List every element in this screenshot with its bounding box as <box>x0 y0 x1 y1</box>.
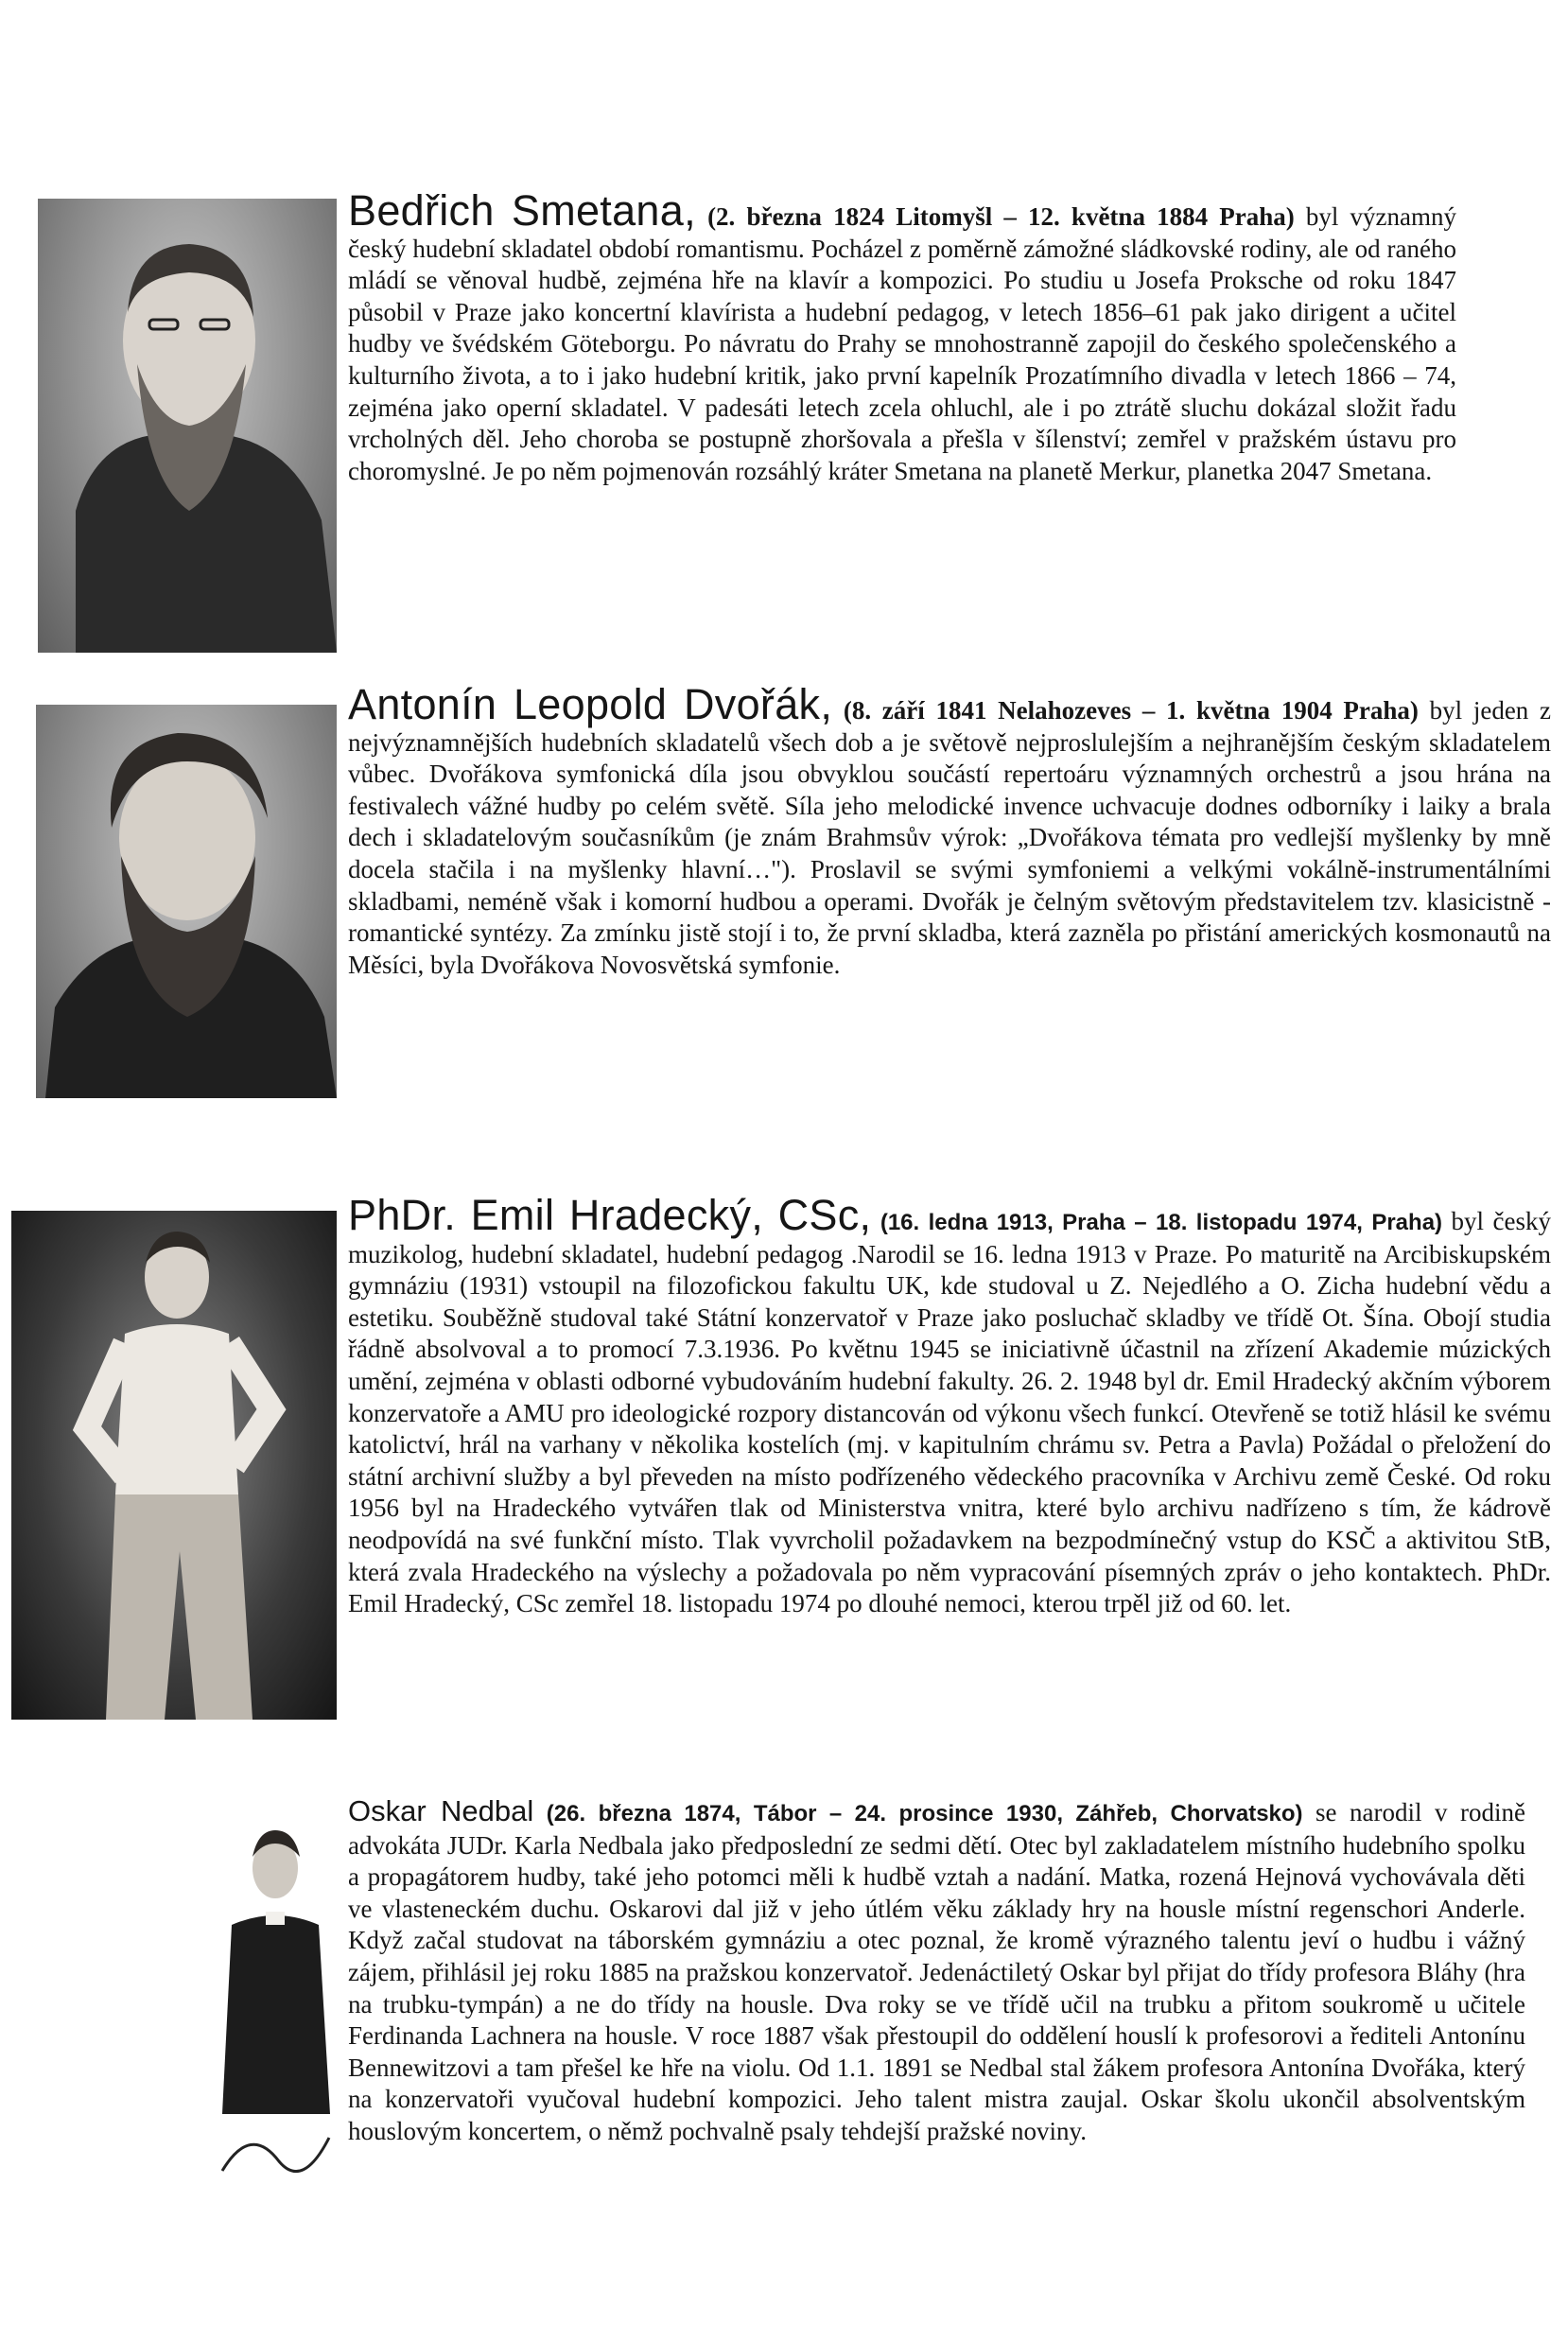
smetana-dates: (2. března 1824 Litomyšl – 12. května 1884 Praha) <box>707 202 1295 231</box>
smetana-name: Bedřich Smetana, <box>348 186 696 235</box>
hradecky-dates: (16. ledna 1913, Praha – 18. listopadu 1974, Praha) <box>880 1210 1443 1235</box>
nedbal-dates: (26. března 1874, Tábor – 24. prosince 1930, Záhřeb, Chorvatsko) <box>546 1801 1303 1826</box>
dvorak-portrait <box>36 705 337 1098</box>
dvorak-body: byl jeden z nejvýznamnějších hudebních skladatelů všech dob a je světově nejproslulejším a nejhranějším českým skladatelem vůbec. Dvořákova symfonická díla jsou obvyklou součástí repertoáru významných orchestrů a jsou hrána na festivalech vážné hudby po celém světě. Síla jeho melodické invence uchvacuje dodnes odborníky i laiky a brala dech i skladatelovým současníkům (je znám Brahmsův výrok: „Dvořákova témata pro vedlejší myšlenky by mně docela stačila i na myšlenky hlavní…"). Proslavil se svými symfoniemi a velkými vokálně-instrumentálními skladbami, neméně však i komorní hudbou a operami. Dvořák je čelným světovým představitelem tzv. klasicistně - romantické syntézy. Za zmínku jistě stojí i to, že první skladba, která zazněla po přistání amerických kosmonautů na Měsíci, byla Dvořákova Novosvětská symfonie. <box>348 696 1551 979</box>
entry-dvorak <box>348 680 1551 981</box>
hradecky-portrait <box>11 1211 337 1720</box>
hradecky-name: PhDr. Emil Hradecký, CSc, <box>348 1191 872 1239</box>
entry-smetana <box>348 186 1457 487</box>
smetana-portrait <box>38 199 337 653</box>
dvorak-dates: (8. září 1841 Nelahozeves – 1. května 1904 Praha) <box>843 696 1419 725</box>
hradecky-body: byl český muzikolog, hudební skladatel, hudební pedagog .Narodil se 16. ledna 1913 v Praze. Po maturitě na Arcibiskupském gymnáziu (1931) vstoupil na filozofickou fakultu UK, kde studoval u Z. Nejedlého a O. Zicha hudební vědu a estetiku. Souběžně studoval také Státní konzervatoř v Praze jako posluchač skladby ve třídě Ot. Šína. Obojí studia řádně absolvoval a to promocí 7.3.1936. Po květnu 1945 se iniciativně účastnil na zřízení Akademie múzických umění, zejména v oblasti odborné vybudováním hudební fakulty. 26. 2. 1948 byl dr. Emil Hradecký akčním výborem konzervatoře a AMU pro ideologické rozpory distancován od výkonu všech funkcí. Otevřeně se totiž hlásil ke svému katolictví, hrál na varhany v několika kostelích (mj. v kapitulním chrámu sv. Petra a Pavla) Požádal o přeložení do státní archivní služby a byl převeden na místo podřízeného vědeckého pracovníka v Archivu země České. Od roku 1956 byl na Hradeckého vytvářen tlak od Ministerstva vnitra, které bylo archivu nadřízeno s tím, že kádrově neodpovídá na své funkční místo. Tlak vyvrcholil požadavkem na bezpodmínečný vstup do KSČ a aktivitou StB, která zvala Hradeckého na výslechy a požadovala po něm vypracování písemných zpráv o jeho kontaktech. PhDr. Emil Hradecký, CSc zemřel 18. listopadu 1974 po dlouhé nemoci, kterou trpěl již od 60. let. <box>348 1207 1551 1618</box>
nedbal-name: Oskar Nedbal <box>348 1794 534 1827</box>
entry-nedbal <box>348 1795 1525 2148</box>
nedbal-body: se narodil v rodině advokáta JUDr. Karla Nedbala jako předposlední ze sedmi dětí. Otec byl zakladatelem místního hudebního spolku a propagátorem hudby, také jeho potomci měli k hudbě vztah a nadání. Matka, rozená Hejnová vychovávala děti ve vlasteneckém duchu. Oskarovi dal již v jeho útlém věku základy hry na housle místní regenschori Anderle. Když začal studovat na táborském gymnáziu a otec poznal, že kromě výrazného talentu jeví o hudbu i vážný zájem, přihlásil jej roku 1885 na pražskou konzervatoř. Jedenáctiletý Oskar byl přijat do třídy profesora Bláhy (hra na trubku-tympán) a ne do třídy na housle. Dva roky se ve třídě učil na trubku a přitom soukromě u učitele Ferdinanda Lachnera na housle. V roce 1887 však přestoupil do oddělení houslí k profesorovi a řediteli Antonínu Bennewitzovi a tam přešel ke hře na violu. Od 1.1. 1891 se Nedbal stal žákem profesora Antonína Dvořáka, který na konzervatoři vyučoval hudební kompozici. Jeho talent mistra zaujal. Oskar školu ukončil absolventským houslovým koncertem, o němž pochvalně psaly tehdejší pražské noviny. <box>348 1798 1526 2145</box>
smetana-body: byl významný český hudební skladatel období romantismu. Pocházel z poměrně zámožné sládkovské rodiny, ale od raného mládí se věnoval hudbě, zejména hře na klavír a kompozici. Po studiu u Josefa Proksche od roku 1847 působil v Praze jako koncertní klavírista a hudební pedagog, v letech 1856–61 pak jako dirigent a učitel hudby ve švédském Göteborgu. Po návratu do Prahy se mnohostranně zapojil do českého společenského a kulturního života, a to i jako hudební kritik, jako první kapelník Prozatímního divadla v letech 1866 – 74, zejména jako operní skladatel. V padesáti letech zcela ohluchl, ale i po ztrátě sluchu dokázal složit řadu vrcholných děl. Jeho choroba se postupně zhoršovala a přešla v šílenství; zemřel v pražském ústavu pro choromyslné. Je po něm pojmenován rozsáhlý kráter Smetana na planetě Merkur, planetka 2047 Smetana. <box>348 202 1457 485</box>
dvorak-name: Antonín Leopold Dvořák, <box>348 680 833 728</box>
entry-hradecky <box>348 1191 1551 1620</box>
nedbal-portrait <box>213 1802 339 2196</box>
